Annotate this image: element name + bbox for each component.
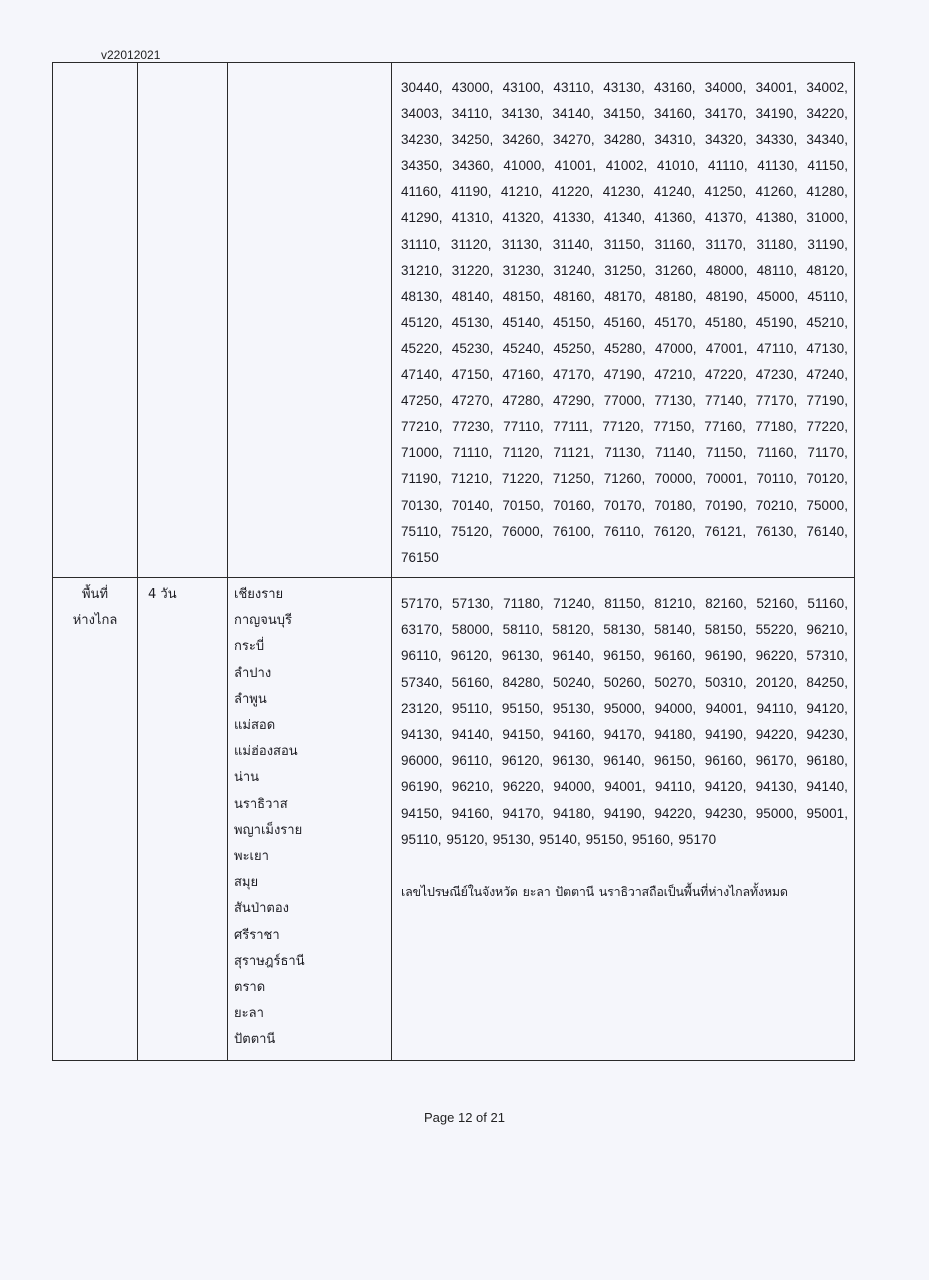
zone-label-line: ห่างไกล xyxy=(72,613,118,628)
provinces-cell xyxy=(228,578,392,1061)
province-item: ปัตตานี xyxy=(234,1032,276,1048)
document-version: v22012021 xyxy=(101,48,161,62)
provinces-cell xyxy=(228,63,392,578)
province-item: พญาเม็งราย xyxy=(234,822,303,838)
days-cell xyxy=(138,578,228,1061)
province-item: น่าน xyxy=(234,770,260,786)
province-item: ตราด xyxy=(234,980,266,996)
province-item: เชียงราย xyxy=(234,587,284,602)
province-item: ศรีราชา xyxy=(234,927,280,943)
postal-codes-cell xyxy=(392,63,855,578)
page-number: Page 12 of 21 xyxy=(424,1110,505,1125)
zone-cell xyxy=(53,63,138,578)
province-item: ยะลา xyxy=(234,1006,264,1022)
remote-area-table xyxy=(52,62,855,1061)
delivery-days: 4 วัน xyxy=(148,587,177,602)
postal-code-list xyxy=(392,578,854,905)
province-item: แม่ฮ่องสอน xyxy=(234,744,298,760)
province-item: กาญจนบุรี xyxy=(234,613,292,629)
zone-label xyxy=(53,578,137,634)
province-list xyxy=(228,578,391,1060)
postal-codes-cell xyxy=(392,578,855,1061)
province-item: แม่สอด xyxy=(234,718,276,734)
province-item: สันป่าตอง xyxy=(234,901,289,917)
province-item: พะเยา xyxy=(234,849,269,865)
zone-label-line: พื้นที่ xyxy=(81,587,109,602)
postal-code-list: 30440, 43000, 43100, 43110, 43130, 43160, 34000, 34001, 34002, 34003, 34110, 34130, 34140, 34150, 34160, 34170, 34190, 34220, 34230, 34250, 34260, 34270, 34280, 34310, 34320, 34330, 34340, 34350, 34360, 41000, 41001, 41002, 41010, 41110, 41130, 41150, 41160, 41190, 41210, 41220, 41230, 41240, 41250, 41260, 41280, 41290, 41310, 41320, 41330, 41340, 41360, 41370, 41380, 31000, 31110, 31120, 31130, 31140, 31150, 31160, 31170, 31180, 31190, 31210, 31220, 31230, 31240, 31250, 31260, 48000, 48110, 48120, 48130, 48140, 48150, 48160, 48170, 48180, 48190, 45000, 45110, 45120, 45130, 45140, 45150, 45160, 45170, 45180, 45190, 45210, 45220, 45230, 45240, 45250, 45280, 47000, 47001, 47110, 47130, 47140, 47150, 47160, 47170, 47190, 47210, 47220, 47230, 47240, 47250, 47270, 47280, 47290, 77000, 77130, 77140, 77170, 77190, 77210, 77230, 77110, 77111, 77120, 77150, 77160, 77180, 77220, 71000, 71110, 71120, 71121, 71130, 71140, 71150, 71160, 71170, 71190, 71210, 71220, 71250, 71260, 70000, 70001, 70110, 70120, 70130, 70140, 70150, 70160, 70170, 70180, 70190, 70210, 75000, 75110, 75120, 76000, 76100, 76110, 76120, 76121, 76130, 76140, 76150 xyxy=(401,80,848,565)
province-item: สุราษฎร์ธานี xyxy=(234,953,305,969)
province-item: นราธิวาส xyxy=(234,796,288,812)
province-item: ลำปาง xyxy=(234,665,272,681)
table-row xyxy=(53,578,855,1061)
province-item: ลำพูน xyxy=(234,691,267,707)
remote-area-note: เลขไปรษณีย์ในจังหวัด ยะลา ปัตตานี นราธิวาสถือเป็นพื้นที่ห่างไกลทั้งหมด xyxy=(401,884,788,900)
postal-code-text: 57170, 57130, 71180, 71240, 81150, 81210, 82160, 52160, 51160, 63170, 58000, 58110, 58120, 58130, 58140, 58150, 55220, 96210, 96110, 96120, 96130, 96140, 96150, 96160, 96190, 96220, 57310, 57340, 56160, 84280, 50240, 50260, 50270, 50310, 20120, 84250, 23120, 95110, 95150, 95130, 95000, 94000, 94001, 94110, 94120, 94130, 94140, 94150, 94160, 94170, 94180, 94190, 94220, 94230, 96000, 96110, 96120, 96130, 96140, 96150, 96160, 96170, 96180, 96190, 96210, 96220, 94000, 94001, 94110, 94120, 94130, 94140, 94150, 94160, 94170, 94180, 94190, 94220, 94230, 95000, 95001, 95110, 95120, 95130, 95140, 95150, 95160, 95170 xyxy=(401,596,848,847)
days-cell xyxy=(138,63,228,578)
province-item: กระบี่ xyxy=(234,639,265,655)
province-item: สมุย xyxy=(234,875,259,891)
zone-cell xyxy=(53,578,138,1061)
table-row xyxy=(53,63,855,578)
